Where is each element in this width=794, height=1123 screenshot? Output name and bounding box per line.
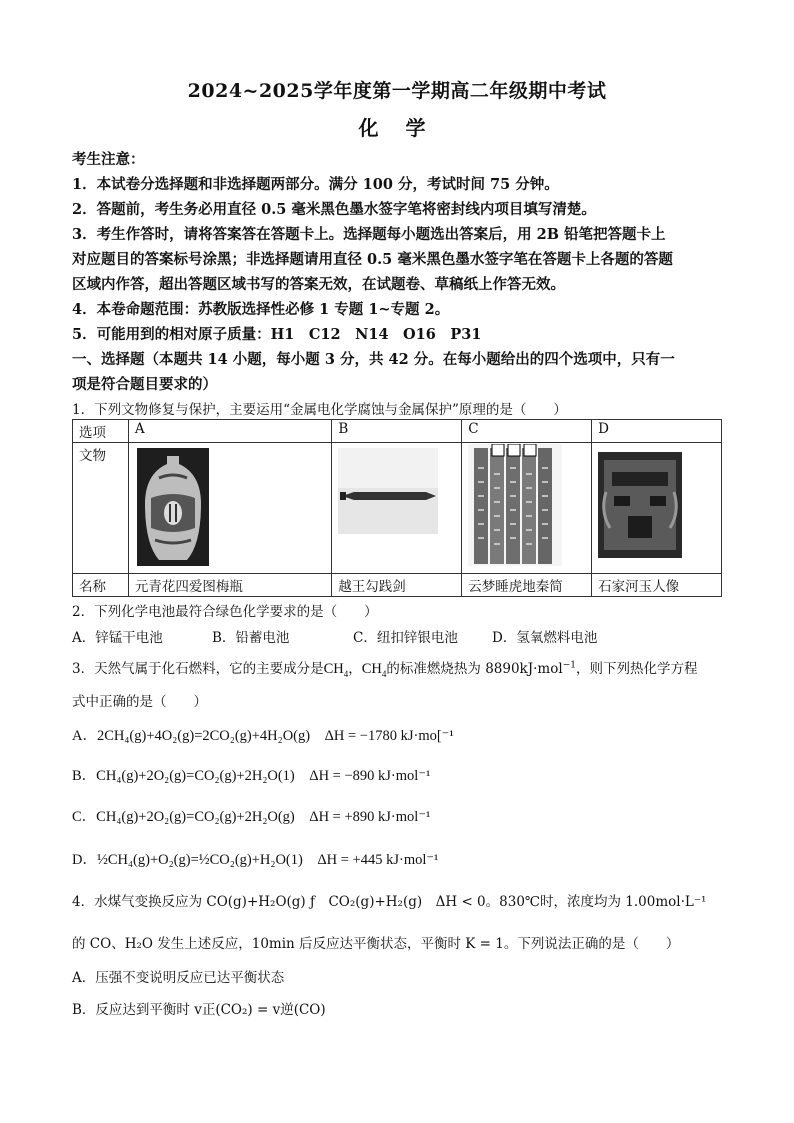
bamboo-slips-image (468, 444, 562, 566)
notice-item-3-cont2: 区域内作答，超出答题区域书写的答案无效，在试题卷、草稿纸上作答无效。 (72, 276, 565, 293)
q3-stem-line1: 3．天然气属于化石燃料，它的主要成分是$CH_4$，$CH_4$的标准燃烧热为 8890kJ·mol$^{-1}$，则下列热化学方程 (72, 660, 698, 679)
q4-stem-line1: 4．水煤气变换反应为 CO(g)+H₂O(g) ƒ CO₂(g)+H₂(g) ΔH < 0。830℃时，浓度均为 1.00mol·L⁻¹ (72, 894, 707, 910)
q3-stem-part4: ，则下列热化学方程 (575, 661, 698, 677)
relic-table (72, 419, 722, 597)
ch4-formula: $CH_4$ (323, 661, 349, 679)
name-a: 元青花四爱图梅瓶 (128, 574, 331, 597)
q3-stem-part2: ， (348, 661, 362, 677)
q4-option-a: A．压强不变说明反应已达平衡状态 (72, 970, 285, 986)
name-b: 越王勾践剑 (332, 574, 462, 597)
ch4-formula-2: $CH_4$ (361, 661, 387, 679)
notice-item-3-cont: 对应题目的答案标号涂黑；非选择题请用直径 0.5 毫米黑色墨水签字笔在答题卡上各题的答题 (72, 251, 673, 268)
name-d: 石家河玉人像 (592, 574, 722, 597)
q4-stem-line2: 的 CO、H₂O 发生上述反应，10min 后反应达平衡状态，平衡时 K = 1。下列说法正确的是（ ） (72, 936, 680, 952)
q3-option-d: D．½CH₄(g)+O₂(g)=½CO₂(g)+H₂O(1) ΔH = +445 kJ·mol⁻¹ (72, 852, 439, 868)
notice-item-5: 5．可能用到的相对原子质量：H1 C12 N14 O16 P31 (72, 326, 482, 343)
row-label-option: 选项 (73, 420, 129, 443)
notice-item-3: 3．考生作答时，请将答案答在答题卡上。选择题每小题选出答案后，用 2B 铅笔把答题卡上 (72, 226, 666, 243)
notice-item-1: 1．本试卷分选择题和非选择题两部分。满分 100 分，考试时间 75 分钟。 (72, 176, 559, 193)
sword-image (338, 448, 438, 534)
option-d-header: D (592, 420, 722, 443)
option-a-header: A (128, 420, 331, 443)
q3-option-b: B．CH₄(g)+2O₂(g)=CO₂(g)+2H₂O(1) ΔH = −890 kJ·mol⁻¹ (72, 768, 431, 784)
jade-figure-image (598, 452, 682, 558)
q4-option-b: B．反应达到平衡时 v正(CO₂) = v逆(CO) (72, 1002, 326, 1018)
q2-option-b: B．铅蓄电池 (212, 630, 290, 646)
q2-stem: 2．下列化学电池最符合绿色化学要求的是（ ） (72, 604, 378, 620)
q3-option-a: A．2CH₄(g)+4O₂(g)=2CO₂(g)+4H₂O(g) ΔH = −1780 kJ·mo[⁻¹ (72, 728, 454, 744)
q1-stem: 1．下列文物修复与保护，主要运用“金属电化学腐蚀与金属保护”原理的是（ ） (72, 402, 567, 418)
exam-title: 2024~2025学年度第一学期高二年级期中考试 (187, 80, 607, 102)
q2-option-c: C．纽扣锌银电池 (353, 630, 458, 646)
subject-title: 化 学 (358, 116, 436, 140)
vase-image (137, 448, 209, 566)
q3-stem-part1: 3．天然气属于化石燃料，它的主要成分是 (72, 661, 324, 677)
notice-heading: 考生注意： (72, 151, 145, 168)
section-heading-cont: 项是符合题目要求的） (72, 376, 217, 393)
q3-stem-line2: 式中正确的是（ ） (72, 694, 207, 710)
q3-stem-part3: 的标准燃烧热为 8890kJ·mol (386, 661, 563, 677)
q3-option-c: C．CH₄(g)+2O₂(g)=CO₂(g)+2H₂O(g) ΔH = +890 kJ·mol⁻¹ (72, 809, 431, 825)
option-b-header: B (332, 420, 462, 443)
notice-item-4: 4．本卷命题范围：苏教版选择性必修 1 专题 1~专题 2。 (72, 301, 450, 318)
row-label-relic: 文物 (73, 443, 129, 574)
q2-option-a: A．锌锰干电池 (72, 630, 163, 646)
option-c-header: C (462, 420, 592, 443)
q2-option-d: D．氢氧燃料电池 (492, 630, 598, 646)
row-label-name: 名称 (73, 574, 129, 597)
name-c: 云梦睡虎地秦简 (462, 574, 592, 597)
notice-item-2: 2．答题前，考生务必用直径 0.5 毫米黑色墨水签字笔将密封线内项目填写清楚。 (72, 201, 596, 218)
section-heading: 一、选择题（本题共 14 小题，每小题 3 分，共 42 分。在每小题给出的四个选项中，只有一 (72, 351, 675, 368)
